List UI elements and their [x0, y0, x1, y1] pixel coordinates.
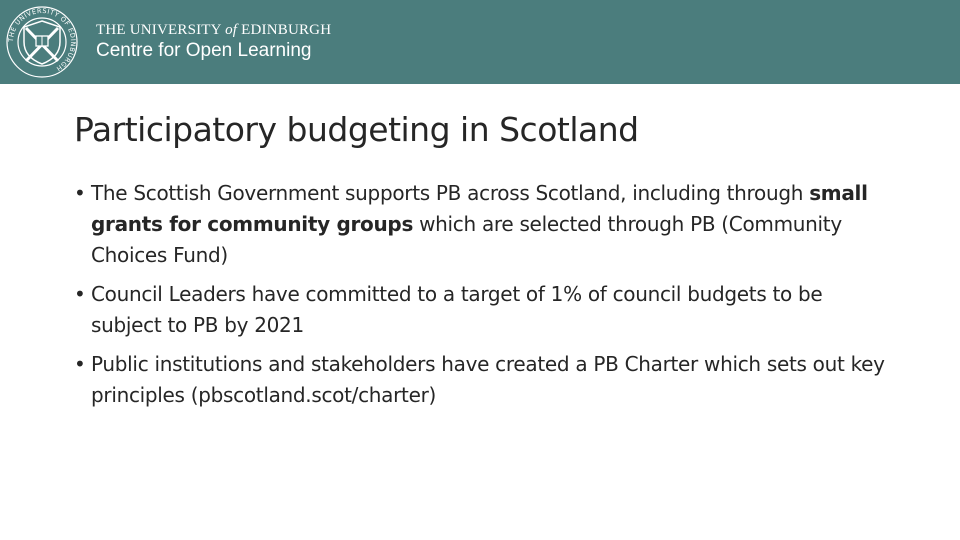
- header-banner: [0, 0, 960, 84]
- bullet-list: [74, 178, 894, 419]
- bullet-item-scottish-government: [74, 178, 894, 271]
- university-crest-logo: [6, 6, 78, 78]
- centre-name: Centre for Open Learning: [96, 40, 312, 61]
- bullet-item-council-leaders: • Council Leaders have committed to a target of 1% of council budgets to be subject to PB by 2021: [74, 279, 894, 341]
- bullet-item-pb-charter: • Public institutions and stakeholders have created a PB Charter which sets out key principles (pbscotland.scot/charter): [74, 349, 894, 411]
- bullet-1-post: which are selected through PB (Community Choices Fund): [91, 212, 842, 267]
- university-name: [96, 22, 331, 39]
- slide-title: Participatory budgeting in Scotland: [74, 110, 639, 149]
- university-name-of: of: [225, 22, 238, 38]
- university-name-pre: THE UNIVERSITY: [96, 22, 226, 38]
- bullet-1-bold: small grants for community groups: [91, 181, 868, 236]
- university-name-post: EDINBURGH: [237, 22, 332, 38]
- crest-ring-text: THE UNIVERSITY OF EDINBURGH: [6, 6, 78, 73]
- bullet-1-pre: The Scottish Government supports PB across Scotland, including through: [91, 181, 810, 205]
